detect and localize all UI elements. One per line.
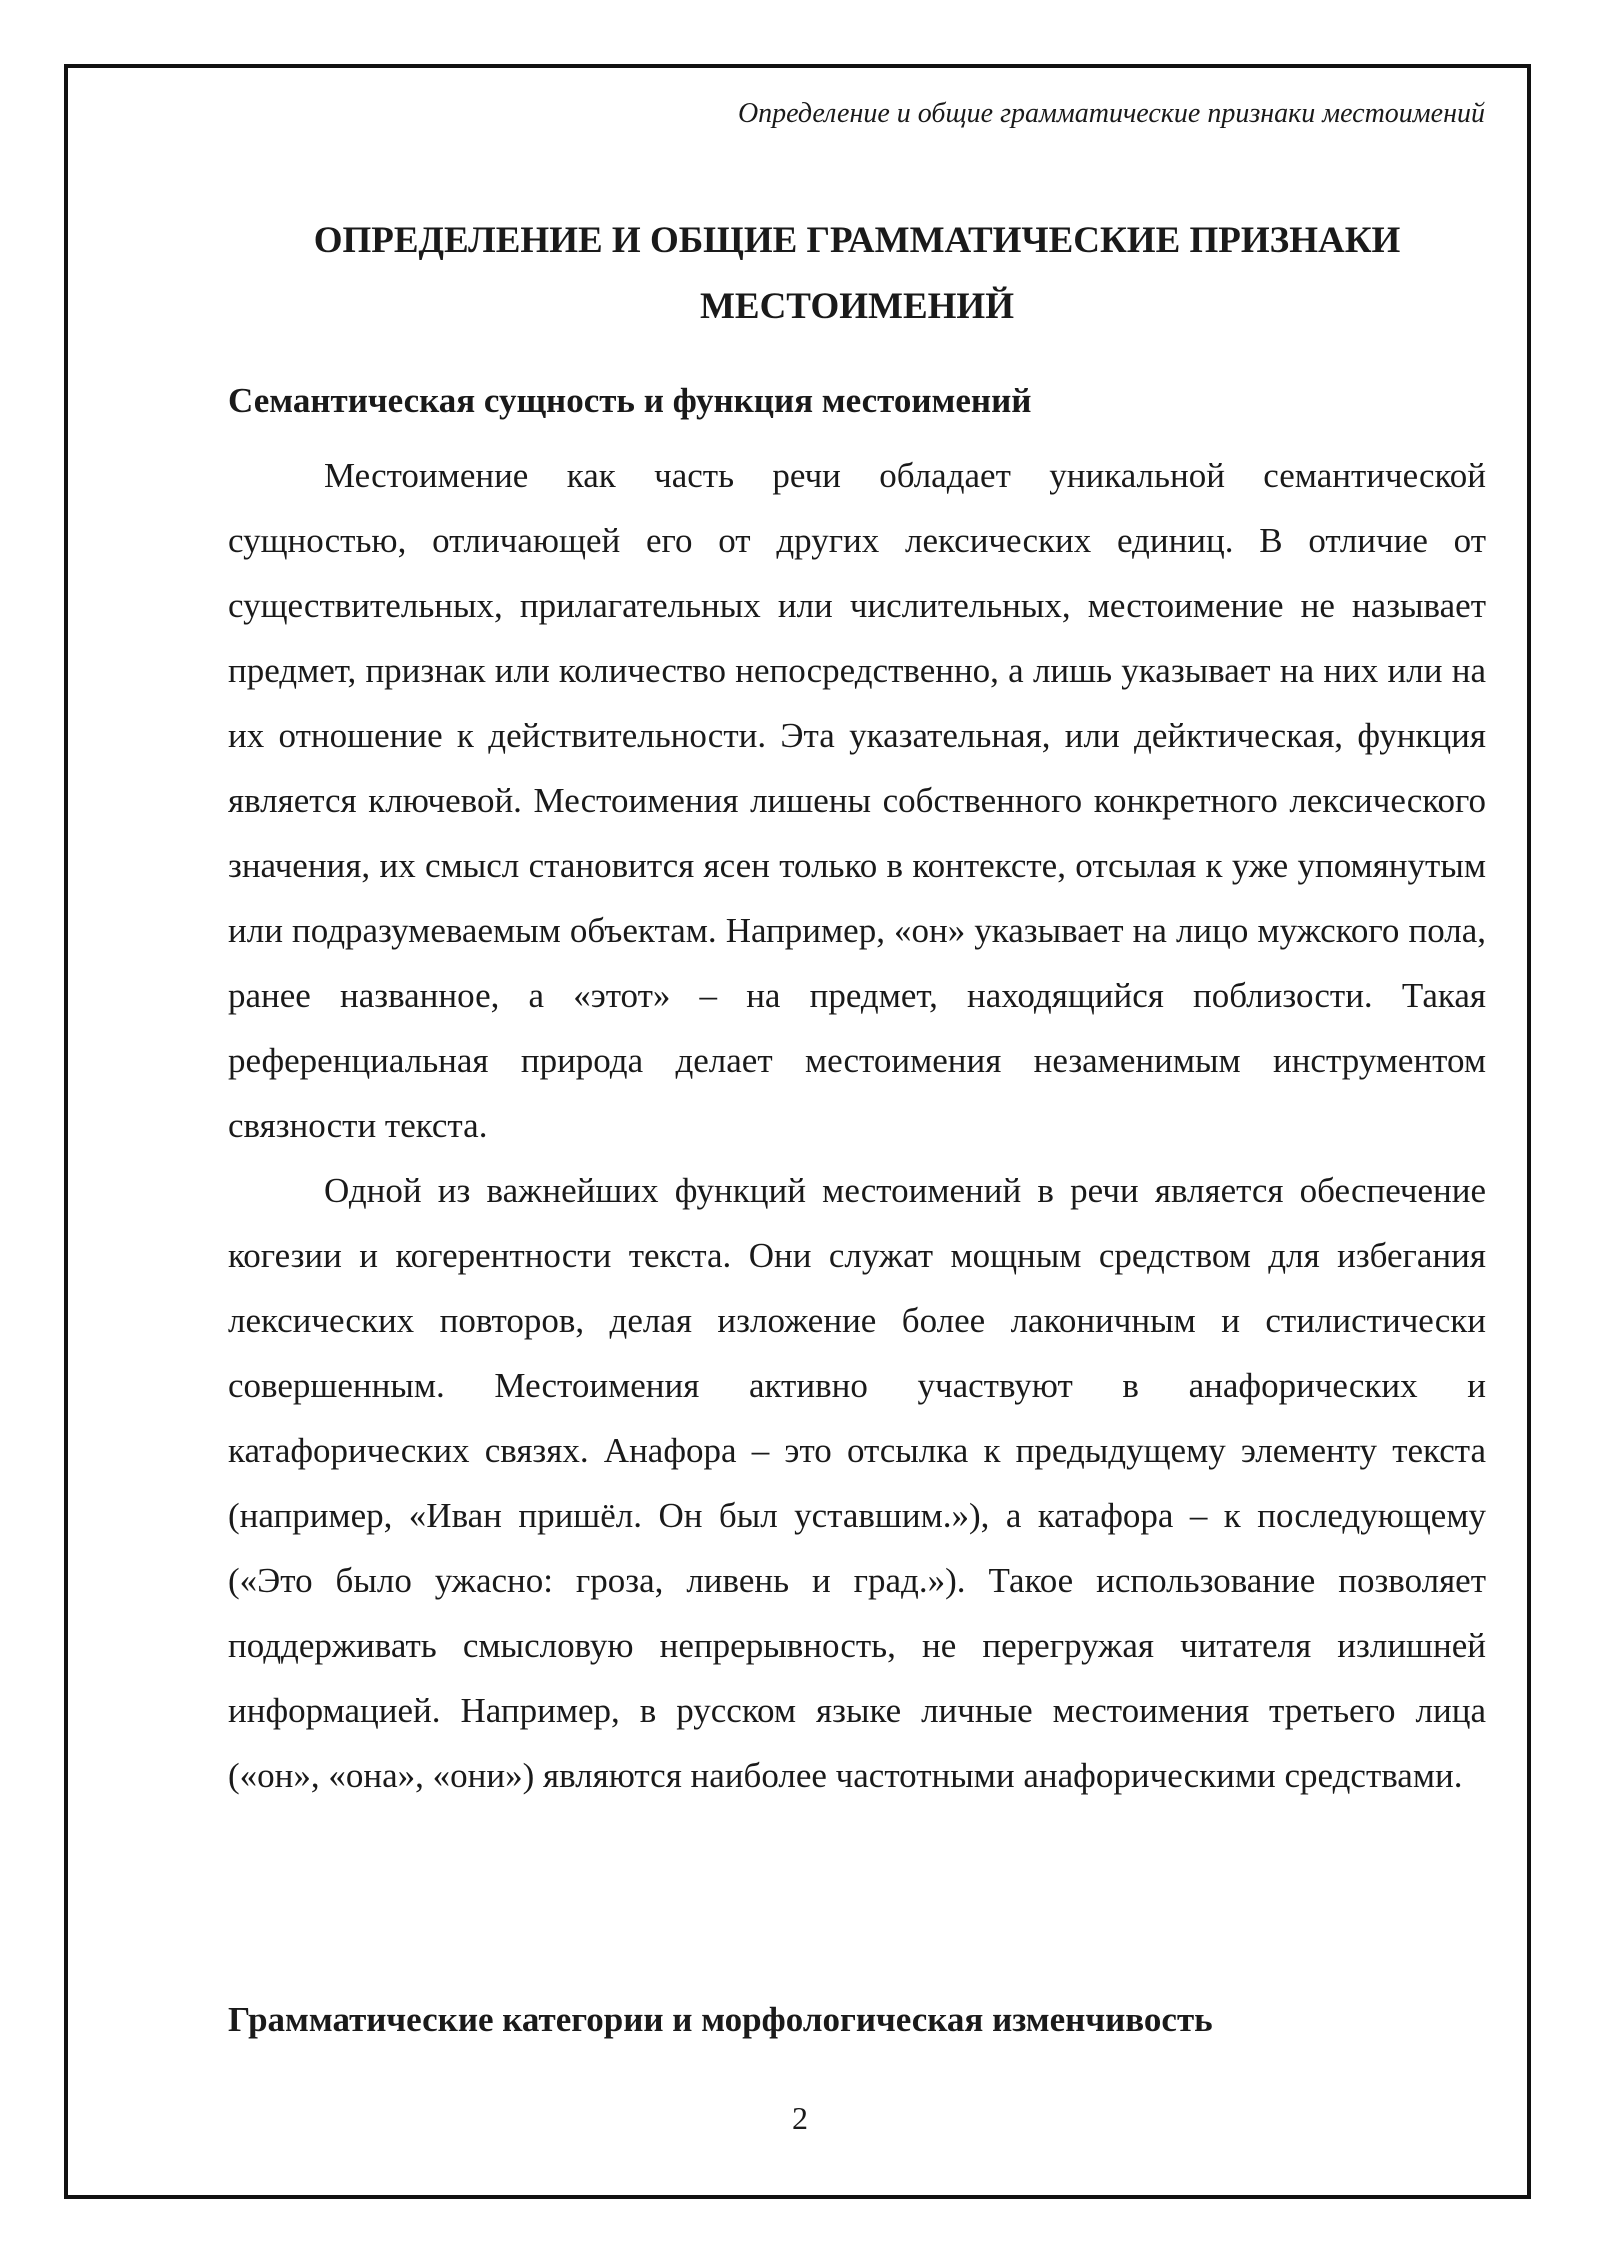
page-content xyxy=(228,208,1486,1808)
paragraph-2: Одной из важнейших функций местоимений в речи является обеспечение когезии и когерентности текста. Они служат мощным средством для избегания лексических повторов, делая изложение более лаконичным и стилистически совершенным. Местоимения активно участвуют в анафорических и катафорических связях. Анафора – это отсылка к предыдущему элементу текста (например, «Иван пришёл. Он был уставшим.»), а катафора – к последующему («Это было ужасно: гроза, ливень и град.»). Такое использование позволяет поддерживать смысловую непрерывность, не перегружая читателя излишней информацией. Например, в русском языке личные местоимения третьего лица («он», «она», «они») являются наиболее частотными анафорическими средствами. xyxy=(228,1171,1486,1795)
running-header: Определение и общие грамматические признаки местоимений xyxy=(737,98,1485,129)
paragraph-1: Местоимение как часть речи обладает уникальной семантической сущностью, отличающей его от других лексических единиц. В отличие от существительных, прилагательных или числительных, местоимение не называет предмет, признак или количество непосредственно, а лишь указывает на них или на их отношение к действительности. Эта указательная, или дейктическая, функция является ключевой. Местоимения лишены собственного конкретного лексического значения, их смысл становится ясен только в контексте, отсылая к уже упомянутым или подразумеваемым объектам. Например, «он» указывает на лицо мужского пола, ранее названное, а «этот» – на предмет, находящийся поблизости. Такая референциальная природа делает местоимения незаменимым инструментом связности текста. xyxy=(228,456,1486,1145)
page-number: 2 xyxy=(792,2100,808,2136)
section-heading-semantics: Семантическая сущность и функция местоимений xyxy=(228,381,1032,420)
section-heading-grammar: Грамматические категории и морфологическая изменчивость xyxy=(228,2000,1213,2039)
document-title: ОПРЕДЕЛЕНИЕ И ОБЩИЕ ГРАММАТИЧЕСКИЕ ПРИЗНАКИ МЕСТОИМЕНИЙ xyxy=(313,220,1401,327)
